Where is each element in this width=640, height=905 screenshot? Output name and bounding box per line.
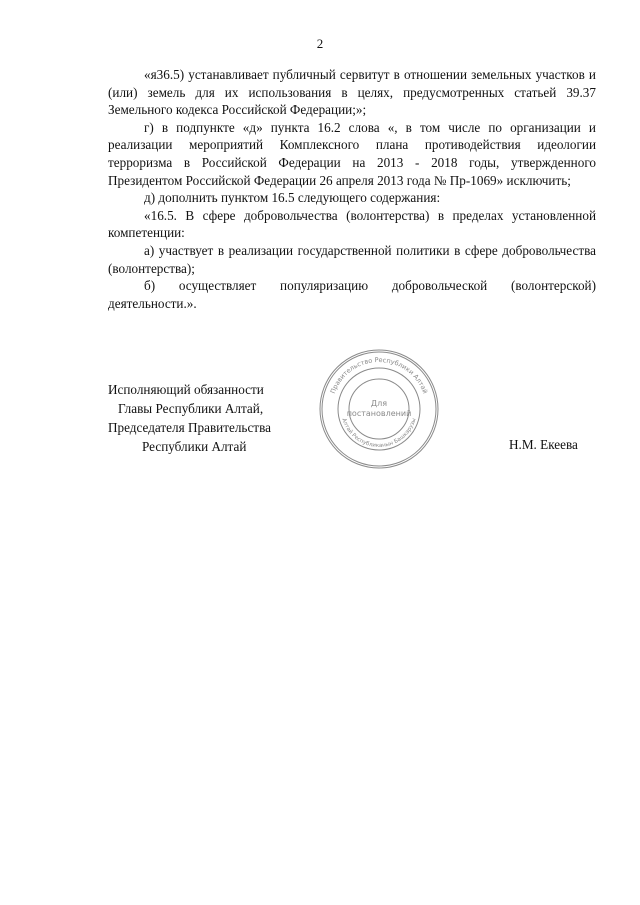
seal-inner-text: Алтай Республиканын Башкарузы bbox=[340, 417, 418, 450]
signer-title-line-3: Председателя Правительства bbox=[108, 420, 271, 435]
paragraph-item-b: б) осуществляет популяризацию добровольческой (волонтерской) деятельности.». bbox=[108, 278, 596, 311]
seal-center-line-1: Для bbox=[370, 399, 388, 408]
signer-title-line-2: Главы Республики Алтай, bbox=[118, 401, 264, 416]
paragraph-subitem-g: г) в подпункте «д» пункта 16.2 слова «, в том числе по организации и реализации мероприятий Комплексного плана противодействия идеологии терроризма в Российской Федерации на 2013 - 2018 годы, утвержденного Президентом Российской Федерации 26 апреля 2013 года № Пр-1069» исключить; bbox=[108, 119, 596, 188]
paragraph-item-a: а) участвует в реализации государственной политики в сфере добровольчества (волонтерства); bbox=[108, 242, 596, 276]
signer-title-line-4: Республики Алтай bbox=[142, 439, 247, 454]
paragraph-subitem-d: д) дополнить пунктом 16.5 следующего содержания: bbox=[144, 190, 441, 206]
signature-block bbox=[108, 380, 271, 456]
page-number: 2 bbox=[316, 36, 324, 51]
seal-center-line-2: постановлений bbox=[346, 409, 412, 418]
paragraph-item-16-5: «16.5. В сфере добровольчества (волонтерства) в пределах установленной компетенции: bbox=[108, 207, 596, 241]
document-body bbox=[108, 66, 596, 312]
official-seal bbox=[318, 348, 440, 470]
signer-title-line-1: Исполняющий обязанности bbox=[108, 382, 264, 397]
seal-outer-text: Правительство Республики Алтай bbox=[328, 355, 430, 395]
paragraph-amendment-36-5: «я36.5) устанавливает публичный сервитут в отношении земельных участков и (или) земель для их использования в целях, предусмотренных статьей 39.37 Земельного кодекса Российской Федерации;»; bbox=[108, 67, 596, 118]
signer-name: Н.М. Екеева bbox=[509, 437, 578, 452]
